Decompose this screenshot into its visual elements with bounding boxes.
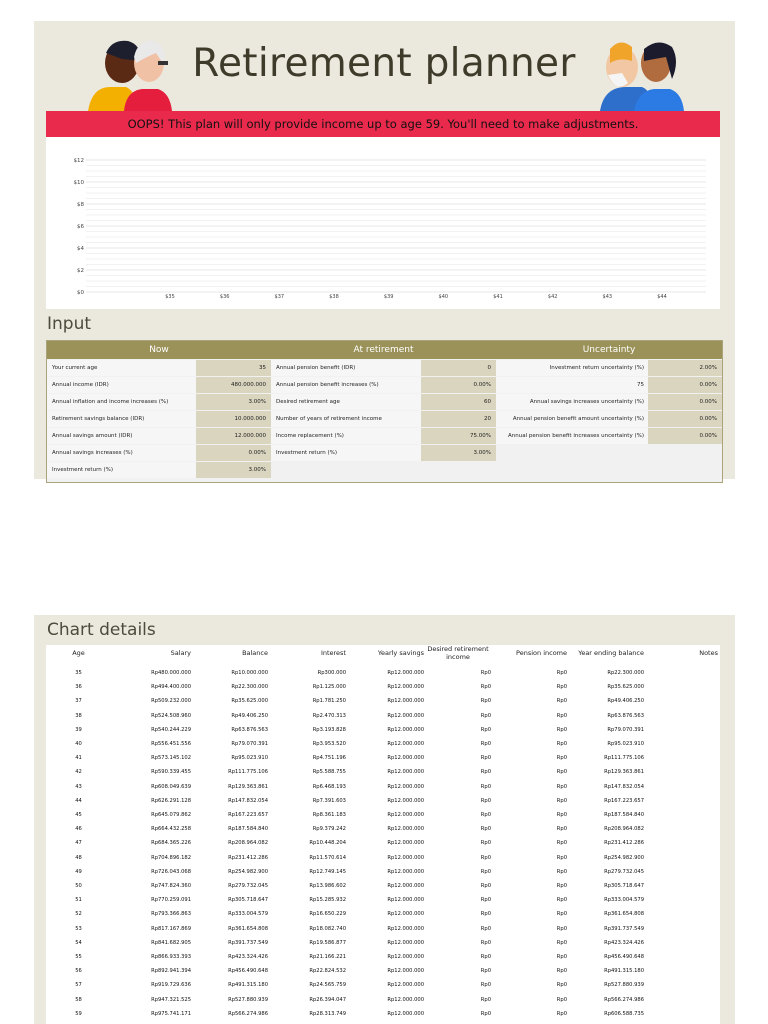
details-cell: Rp63.876.563 [607,712,644,719]
input-retirement-label: Annual pension benefit increases (%) [271,377,421,393]
details-cell: Rp111.775.106 [604,755,644,762]
input-now-label: Investment return (%) [47,462,196,478]
details-cell: Rp9.379.242 [312,826,346,833]
input-uncertainty-label: 75 [496,377,648,393]
details-cell: Rp0 [556,769,567,776]
header-uncertainty: Uncertainty [496,341,722,359]
details-cell: Rp147.832.054 [604,783,644,790]
input-now-value[interactable]: 10.000.000 [196,411,271,427]
details-cell: Rp12.000.000 [387,698,424,705]
details-cell: Rp12.000.000 [387,712,424,719]
details-cell: Rp423.324.426 [228,954,268,960]
details-cell: Rp0 [556,670,567,676]
input-now-label: Annual income (IDR) [47,377,196,393]
details-cell: Rp0 [556,939,567,946]
details-cell: Rp0 [556,712,567,719]
retirement-chart [46,137,720,309]
details-cell: Rp0 [480,1010,491,1017]
details-cell: Rp35.625.000 [231,698,268,705]
details-cell: Rp35.625.000 [607,684,644,691]
details-cell: Rp12.000.000 [387,670,424,676]
details-cell: Rp494.400.000 [151,684,191,691]
y-tick-label: $8 [77,202,84,208]
details-cell: Rp300.000 [317,670,346,676]
input-now-value[interactable]: 0.00% [196,445,271,461]
details-cell: Rp26.394.047 [309,996,346,1003]
details-cell: Rp0 [480,840,491,847]
details-cell: Rp4.751.196 [312,755,346,762]
details-cell: Rp12.000.000 [387,911,424,918]
input-retirement-value[interactable]: 75.00% [421,428,496,444]
details-cell: Rp279.732.045 [228,883,268,889]
details-cell: Rp726.043.068 [151,868,191,875]
details-cell: Rp6.468.193 [312,783,346,790]
details-cell: 49 [75,868,82,875]
details-cell: 36 [75,684,82,691]
details-cell: Rp0 [480,954,491,960]
details-cell: Rp0 [480,826,491,833]
x-tick-label: $39 [383,294,394,300]
details-cell: Rp3.953.520 [312,741,346,747]
details-table [46,645,720,1024]
details-header: Notes [699,649,718,657]
details-cell: Rp0 [480,982,491,989]
input-uncertainty-value[interactable]: 0.00% [648,394,722,410]
details-cell: Rp79.070.391 [607,726,644,733]
details-cell: Rp129.363.861 [604,769,644,776]
input-uncertainty-value[interactable]: 0.00% [648,377,722,393]
details-cell: Rp0 [556,954,567,960]
y-tick-label: $6 [77,224,84,230]
details-cell: Rp12.000.000 [387,826,424,833]
details-cell: Rp8.361.183 [312,812,346,818]
details-cell: 59 [75,1010,82,1017]
input-now-value[interactable]: 35 [196,360,271,376]
details-cell: 43 [75,783,82,790]
details-cell: Rp391.737.549 [604,925,644,932]
input-uncertainty-label: Investment return uncertainty (%) [496,360,648,376]
details-cell: Rp0 [556,883,567,889]
details-cell: Rp0 [556,726,567,733]
input-retirement-label: Annual pension benefit (IDR) [271,360,421,376]
details-cell: Rp0 [480,684,491,691]
details-cell: 44 [75,797,82,804]
details-header: Pension income [516,649,567,657]
details-cell: 45 [75,812,82,818]
details-cell: Rp95.023.910 [607,741,644,747]
details-cell: 55 [75,954,82,960]
details-cell: Rp0 [556,868,567,875]
details-cell: Rp12.000.000 [387,1010,424,1017]
input-now-value[interactable]: 3.00% [196,394,271,410]
details-cell: Rp0 [556,925,567,932]
details-cell: Rp0 [556,854,567,861]
input-retirement-value[interactable]: 0 [421,360,496,376]
details-cell: Rp391.737.549 [228,939,268,946]
details-cell: Rp0 [480,868,491,875]
details-cell: 52 [75,911,82,918]
details-cell: Rp0 [480,996,491,1003]
details-cell: Rp866.933.393 [151,954,191,960]
details-cell: Rp12.000.000 [387,840,424,847]
details-header: Salary [170,649,191,657]
details-cell: Rp12.749.145 [309,868,346,875]
details-cell: Rp129.363.861 [228,783,268,790]
details-cell: Rp0 [480,854,491,861]
details-cell: Rp28.313.749 [309,1010,346,1017]
details-cell: Rp254.982.900 [604,854,644,861]
details-cell: Rp333.004.579 [604,897,644,904]
details-cell: Rp12.000.000 [387,982,424,989]
details-cell: Rp947.321.525 [151,996,191,1003]
input-retirement-label: Number of years of retirement income [271,411,421,427]
details-cell: Rp491.315.180 [228,982,268,989]
details-cell: Rp0 [556,698,567,705]
details-cell: 39 [75,726,82,733]
details-cell: Rp975.741.171 [151,1010,191,1017]
chart-details-sheet [34,615,735,1024]
x-tick-label: $37 [274,294,285,300]
input-grid [46,340,723,483]
details-cell: Rp456.490.648 [228,968,268,975]
input-uncertainty-value[interactable]: 0.00% [648,428,722,444]
details-cell: Rp12.000.000 [387,854,424,861]
details-cell: Rp0 [480,812,491,818]
x-tick-label: $41 [493,294,503,300]
details-cell: 40 [75,741,82,747]
details-cell: Rp0 [480,726,491,733]
details-cell: Rp49.406.250 [607,698,644,705]
details-cell: Rp12.000.000 [387,968,424,975]
x-tick-label: $36 [219,294,230,300]
details-cell: Rp167.223.657 [228,812,268,818]
input-now-label: Annual savings amount (IDR) [47,428,196,444]
input-section-title: Input [47,314,92,334]
input-uncertainty-label: Annual pension benefit amount uncertainty (%) [496,411,648,427]
x-tick-label: $38 [329,294,339,300]
input-retirement-label: Desired retirement age [271,394,421,410]
page-title: Retirement planner [192,41,576,86]
details-cell: Rp527.880.939 [604,982,644,989]
details-cell: 37 [75,698,82,705]
details-cell: Rp24.565.759 [309,982,346,989]
details-cell: Rp0 [480,769,491,776]
details-cell: Rp187.584.840 [228,826,268,833]
couple-illustration-right [592,39,690,111]
details-cell: 42 [75,769,82,776]
details-cell: Rp747.824.360 [151,883,191,889]
details-cell: Rp0 [556,840,567,847]
details-cell: Rp0 [556,897,567,904]
header-now: Now [47,341,271,359]
details-cell: Rp527.880.939 [228,996,268,1003]
details-cell: 53 [75,925,82,932]
details-cell: Rp841.682.905 [151,939,191,946]
details-cell: Rp0 [480,783,491,790]
details-cell: Rp21.166.221 [309,954,346,960]
details-cell: Rp645.079.862 [151,812,191,818]
details-cell: Rp0 [480,925,491,932]
details-cell: Rp49.406.250 [231,712,268,719]
details-cell: Rp480.000.000 [151,670,191,676]
details-cell: Rp590.339.455 [151,769,191,776]
input-now-label: Annual inflation and income increases (%) [47,394,196,410]
details-header: Yearly savings [377,649,424,657]
details-cell: Rp7.391.603 [312,797,346,804]
details-cell: Rp254.982.900 [228,868,268,875]
input-now-value[interactable]: 12.000.000 [196,428,271,444]
details-cell: Rp817.167.869 [151,925,191,932]
details-cell: Rp22.300.000 [607,670,644,676]
details-cell: Rp0 [556,996,567,1003]
details-cell: 46 [75,826,82,833]
details-cell: 38 [75,712,82,719]
details-cell: Rp540.244.229 [151,726,191,733]
details-cell: Rp11.570.614 [309,854,346,861]
details-header: Age [72,649,85,657]
details-cell: Rp608.049.639 [151,783,191,790]
details-cell: Rp12.000.000 [387,741,424,747]
input-uncertainty-value[interactable]: 0.00% [648,411,722,427]
details-cell: Rp509.232.000 [151,698,191,705]
details-cell: Rp12.000.000 [387,726,424,733]
details-cell: 47 [75,840,82,847]
details-cell: Rp0 [556,684,567,691]
details-cell: 51 [75,897,82,904]
details-cell: Rp0 [556,812,567,818]
details-cell: Rp13.986.602 [309,883,346,889]
details-cell: Rp1.125.000 [312,684,346,691]
y-tick-label: $2 [77,268,84,274]
details-cell: Rp147.832.054 [228,797,268,804]
details-cell: Rp556.451.556 [151,741,191,747]
details-cell: Rp12.000.000 [387,684,424,691]
details-cell: Rp0 [556,797,567,804]
details-cell: Rp10.448.204 [309,840,346,847]
details-cell: Rp0 [556,826,567,833]
details-cell: Rp305.718.647 [228,897,268,904]
details-cell: Rp456.490.648 [604,954,644,960]
details-cell: Rp22.824.532 [309,968,346,975]
details-cell: Rp0 [556,755,567,762]
details-cell: Rp524.508.960 [151,712,191,719]
details-cell: Rp919.729.636 [151,982,191,989]
details-cell: Rp361.654.808 [604,911,644,918]
details-cell: Rp12.000.000 [387,868,424,875]
details-cell: Rp187.584.840 [604,812,644,818]
details-cell: Rp12.000.000 [387,996,424,1003]
details-cell: 35 [75,670,82,676]
input-retirement-value[interactable]: 0.00% [421,377,496,393]
x-tick-label: $43 [602,294,613,300]
details-cell: Rp167.223.657 [604,797,644,804]
details-cell: Rp566.274.986 [604,996,644,1003]
details-cell: Rp12.000.000 [387,755,424,762]
y-tick-label: $12 [73,158,84,164]
details-cell: Rp0 [480,698,491,705]
chart-canvas [46,137,720,309]
details-cell: Rp12.000.000 [387,883,424,889]
details-cell: Rp423.324.426 [604,939,644,946]
details-cell: 41 [75,755,82,762]
details-cell: Rp0 [480,939,491,946]
details-cell: Rp10.000.000 [231,670,268,676]
details-cell: Rp684.365.226 [151,840,191,847]
details-cell: Rp0 [556,968,567,975]
y-tick-label: $0 [77,290,84,296]
details-cell: Rp79.070.391 [231,741,268,747]
plan-warning-alert: OOPS! This plan will only provide income up to age 59. You'll need to make adjustments. [46,111,720,137]
details-cell: Rp491.315.180 [604,968,644,975]
details-cell: Rp2.470.313 [312,712,346,719]
details-cell: Rp12.000.000 [387,939,424,946]
details-cell: Rp606.588.735 [604,1010,644,1017]
details-cell: Rp793.366.863 [151,911,191,918]
input-retirement-label: Income replacement (%) [271,428,421,444]
details-cell: Rp770.259.091 [151,897,191,904]
details-cell: Rp361.654.808 [228,925,268,932]
input-now-label: Annual savings increases (%) [47,445,196,461]
details-cell: Rp15.285.932 [309,897,346,904]
details-section-title: Chart details [47,620,156,640]
details-cell: 57 [75,982,82,989]
details-cell: Rp231.412.286 [604,840,644,847]
details-cell: Rp12.000.000 [387,954,424,960]
x-tick-label: $40 [438,294,449,300]
y-tick-label: $4 [77,246,84,252]
details-cell: Rp0 [480,897,491,904]
input-uncertainty-label: Annual savings increases uncertainty (%) [496,394,648,410]
details-cell: 56 [75,968,82,975]
x-tick-label: $42 [547,294,558,300]
input-now-value[interactable]: 3.00% [196,462,271,478]
details-cell: Rp0 [480,755,491,762]
input-retirement-value[interactable]: 20 [421,411,496,427]
details-cell: Rp0 [480,712,491,719]
details-cell: Rp12.000.000 [387,783,424,790]
details-cell: Rp0 [556,982,567,989]
details-cell: Rp18.082.740 [309,925,346,932]
details-cell: Rp16.650.229 [309,911,346,918]
details-cell: Rp0 [480,797,491,804]
x-tick-label: $44 [657,294,667,300]
details-header: Balance [242,649,268,657]
details-cell: Rp704.896.182 [151,854,191,861]
details-cell: Rp305.718.647 [604,883,644,889]
details-cell: Rp0 [556,911,567,918]
input-now-value[interactable]: 480.000.000 [196,377,271,393]
details-cell: Rp3.193.828 [312,726,346,733]
details-cell: Rp208.964.082 [228,840,268,847]
input-uncertainty-value[interactable]: 2.00% [648,360,722,376]
input-now-label: Retirement savings balance (IDR) [47,411,196,427]
details-cell: Rp0 [480,968,491,975]
details-cell: Rp333.004.579 [228,911,268,918]
details-header: Interest [320,649,346,657]
details-cell: Rp12.000.000 [387,812,424,818]
details-cell: Rp0 [480,911,491,918]
details-cell: Rp63.876.563 [231,726,268,733]
planner-sheet [34,21,735,479]
details-cell: Rp95.023.910 [231,755,268,762]
details-cell: Rp1.781.250 [312,698,346,705]
details-cell: Rp573.145.102 [151,755,191,762]
input-retirement-label: Investment return (%) [271,445,421,461]
details-cell: Rp0 [480,883,491,889]
header-at-retirement: At retirement [271,341,496,359]
y-tick-label: $10 [73,180,84,186]
details-cell: Rp208.964.082 [604,826,644,833]
details-cell: 48 [75,854,82,861]
x-tick-label: $35 [165,294,175,300]
details-cell: Rp22.300.000 [231,684,268,691]
details-cell: Rp111.775.106 [228,769,268,776]
details-cell: Rp0 [480,670,491,676]
details-cell: Rp626.291.128 [151,797,191,804]
details-cell: Rp12.000.000 [387,769,424,776]
details-cell: Rp0 [556,1010,567,1017]
details-cell: Rp279.732.045 [604,868,644,875]
details-cell: Rp5.588.755 [312,769,346,776]
details-cell: Rp0 [480,741,491,747]
details-cell: 50 [75,883,82,889]
details-cell: Rp19.586.877 [309,939,346,946]
input-uncertainty-label: Annual pension benefit increases uncertainty (%) [496,428,648,444]
details-cell: Rp231.412.286 [228,854,268,861]
details-cell: Rp0 [556,783,567,790]
details-cell: Rp892.941.394 [151,968,191,975]
input-now-label: Your current age [47,360,196,376]
details-cell: 58 [75,996,82,1003]
input-retirement-value[interactable]: 3.00% [421,445,496,461]
details-cell: 54 [75,939,82,946]
input-retirement-value[interactable]: 60 [421,394,496,410]
details-cell: Rp12.000.000 [387,797,424,804]
details-header: Year ending balance [578,649,644,657]
details-cell: Rp0 [556,741,567,747]
details-cell: Rp566.274.986 [228,1010,268,1017]
details-cell: Rp12.000.000 [387,897,424,904]
details-cell: Rp664.432.258 [151,826,191,833]
details-cell: Rp12.000.000 [387,925,424,932]
details-header: Desired retirement income [427,645,489,661]
